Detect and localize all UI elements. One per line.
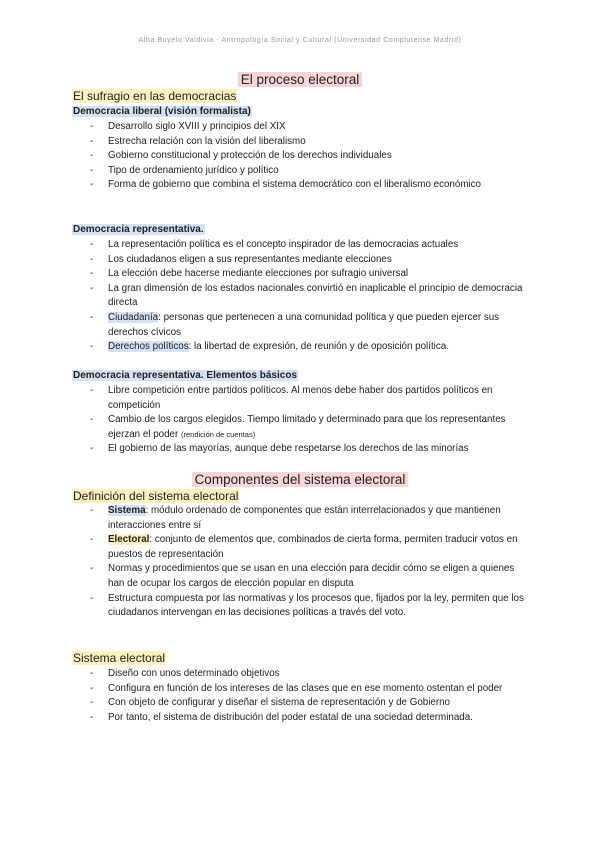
term-definition: : personas que pertenecen a una comunidad política y que pueden ejercer sus derechos cívicos <box>108 311 500 338</box>
term-definition: : conjunto de elementos que, combinados de cierta forma, permiten traducir votos en puestos de representación <box>108 534 518 560</box>
list-sistema-electoral <box>88 667 528 725</box>
heading-text: Democracia representativa. <box>73 224 204 235</box>
list-item: - La elección debe hacerse mediante elecciones por sufragio universal <box>88 267 528 282</box>
list-item: - El gobierno de las mayorías, aunque debe respetarse los derechos de las minorías <box>88 442 528 457</box>
list-democracia-representativa <box>88 238 528 355</box>
heading-text: Democracia representativa. Elementos básicos <box>73 370 297 381</box>
term-ciudadania: Ciudadanía <box>108 311 159 323</box>
list-item-text: Cambio de los cargos elegidos. Tiempo limitado y determinado para que los representantes ejerzan el poder <box>108 414 506 440</box>
list-item-mixed <box>88 413 528 442</box>
list-elementos-basicos <box>88 384 528 457</box>
list-item: - Estructura compuesta por las normativas y los procesos que, fijados por la ley, permiten que los ciudadanos intervengan en las decisiones políticas a través del voto. <box>88 592 528 621</box>
list-item: - La gran dimensión de los estados nacionales convirtió en inaplicable el principio de democracia directa <box>88 282 528 311</box>
list-item: - Normas y procedimientos que se usan en una elección para decidir cómo se eligen a quienes han de ocupar los cargos de elección popular en disputa <box>88 562 528 591</box>
list-item: - Forma de gobierno que combina el sistema democrático con el liberalismo económico <box>88 178 528 193</box>
heading-text: Sistema electoral <box>73 651 166 665</box>
list-item-term <box>88 340 528 355</box>
section-title-text: El proceso electoral <box>238 72 363 87</box>
list-item: - Gobierno constitucional y protección de los derechos individuales <box>88 149 528 164</box>
list-item: - Configura en función de los intereses de las clases que en ese momento ostentan el poder <box>88 682 528 697</box>
term-sistema: Sistema <box>108 505 146 516</box>
term-derechos-politicos: Derechos políticos <box>108 341 189 353</box>
heading-text: Democracia liberal (visión formalista) <box>73 106 251 117</box>
heading-democracia-liberal <box>72 105 252 118</box>
list-item: - La representación política es el concepto inspirador de las democracias actuales <box>88 238 528 253</box>
list-item-term <box>88 533 528 562</box>
heading-definicion-sistema <box>72 489 239 503</box>
list-item: - Tipo de ordenamiento jurídico y político <box>88 164 528 179</box>
list-item: - Los ciudadanos eligen a sus representantes mediante elecciones <box>88 253 528 268</box>
list-item: - Estrecha relación con la visión del liberalismo <box>88 135 528 150</box>
list-item-term <box>88 311 528 340</box>
heading-text: Definición del sistema electoral <box>73 489 239 503</box>
term-electoral: Electoral <box>108 534 150 546</box>
section-title-componentes <box>0 472 600 488</box>
heading-democracia-representativa <box>72 223 205 236</box>
list-definicion-sistema <box>88 504 528 621</box>
subtitle-sufragio <box>72 89 237 103</box>
list-item: - Con objeto de configurar y diseñar el sistema de representación y de Gobierno <box>88 696 528 711</box>
list-item-small-note: (rendición de cuentas) <box>180 429 256 439</box>
term-definition: : módulo ordenado de componentes que están interrelacionados y que mantienen interacciones entre sí <box>108 505 501 531</box>
author-header: Alba Buyelo Valdivia - Antropología Social y Cultural (Universidad Complutense Madrid) <box>138 37 462 44</box>
heading-elementos-basicos <box>72 369 298 382</box>
subtitle-text: El sufragio en las democracias <box>73 89 237 103</box>
section-title-text: Componentes del sistema electoral <box>192 472 409 487</box>
list-item: - Por tanto, el sistema de distribución del poder estatal de una sociedad determinada. <box>88 711 528 726</box>
list-item: - Desarrollo siglo XVIII y principios del XIX <box>88 120 528 135</box>
list-item: - Diseño con unos determinado objetivos <box>88 667 528 682</box>
section-title-proceso-electoral <box>0 72 600 88</box>
heading-sistema-electoral <box>72 651 166 665</box>
list-democracia-liberal <box>88 120 528 193</box>
list-item: - Libre competición entre partidos políticos. Al menos debe haber dos partidos políticos en competición <box>88 384 528 413</box>
list-item-term <box>88 504 528 533</box>
term-definition: : la libertad de expresión, de reunión y de oposición política. <box>188 341 449 353</box>
